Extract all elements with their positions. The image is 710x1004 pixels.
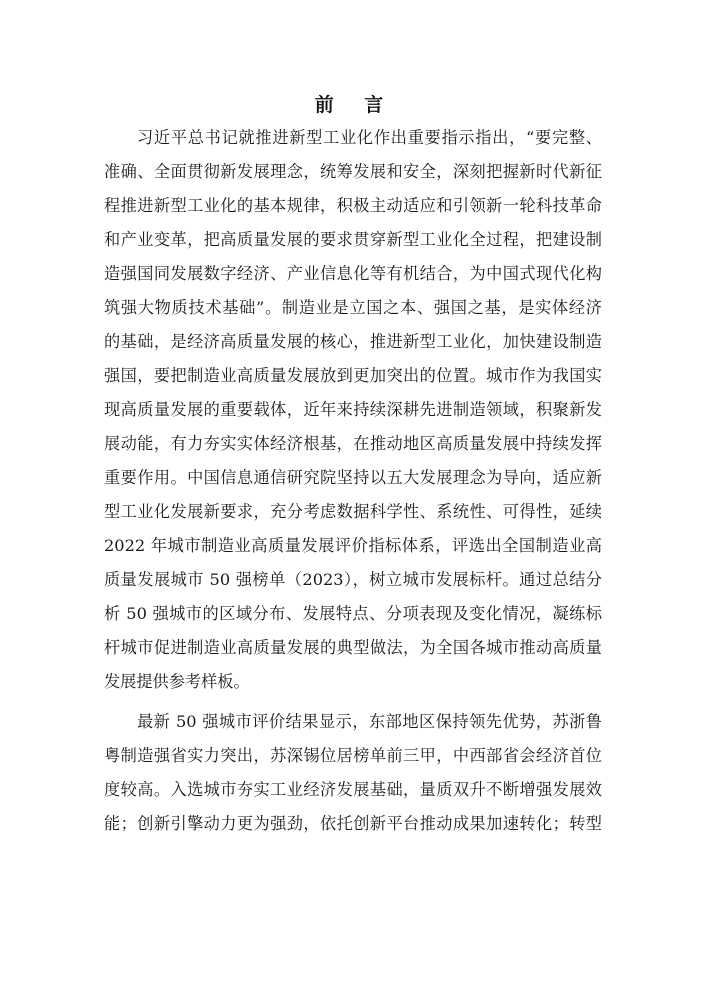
text-line: 度较高。入选城市夯实工业经济发展基础，量质双升不断增强发展效 xyxy=(104,780,602,799)
text-line: 准确、全面贯彻新发展理念，统筹发展和安全，深刻把握新时代新征 xyxy=(104,162,602,181)
text-line: 杆城市促进制造业高质量发展的典型做法，为全国各城市推动高质量 xyxy=(104,638,602,657)
text-line: 型工业化发展新要求，充分考虑数据科学性、系统性、可得性，延续 xyxy=(104,502,602,521)
text-line: 质量发展城市 50 强榜单（2023），树立城市发展标杆。通过总结分 xyxy=(104,570,602,589)
text-line: 粤制造强省实力突出，苏深锡位居榜单前三甲，中西部省会经济首位 xyxy=(104,746,602,765)
text-line: 能；创新引擎动力更为强劲，依托创新平台推动成果加速转化；转型 xyxy=(104,814,602,833)
text-line: 最新 50 强城市评价结果显示，东部地区保持领先优势，苏浙鲁 xyxy=(137,712,602,731)
text-line: 和产业变革，把高质量发展的要求贯穿新型工业化全过程，把建设制 xyxy=(104,230,602,249)
text-line: 现高质量发展的重要载体，近年来持续深耕先进制造领域，积聚新发 xyxy=(104,400,602,419)
text-line: 程推进新型工业化的基本规律，积极主动适应和引领新一轮科技革命 xyxy=(104,196,602,215)
text-line: 的基础，是经济高质量发展的核心，推进新型工业化，加快建设制造 xyxy=(104,332,602,351)
text-line: 筑强大物质技术基础”。制造业是立国之本、强国之基，是实体经济 xyxy=(104,298,602,317)
text-line: 析 50 强城市的区域分布、发展特点、分项表现及变化情况，凝练标 xyxy=(104,604,602,623)
text-line: 造强国同发展数字经济、产业信息化等有机结合，为中国式现代化构 xyxy=(104,264,602,283)
text-line: 发展提供参考样板。 xyxy=(104,672,250,691)
text-line: 强国，要把制造业高质量发展放到更加突出的位置。城市作为我国实 xyxy=(104,366,602,385)
text-line: 重要作用。中国信息通信研究院坚持以五大发展理念为导向，适应新 xyxy=(104,468,602,487)
text-line: 2022 年城市制造业高质量发展评价指标体系，评选出全国制造业高 xyxy=(104,536,602,555)
text-line: 习近平总书记就推进新型工业化作出重要指示指出，“要完整、 xyxy=(137,128,602,147)
page-title: 前 言 xyxy=(314,94,396,116)
text-line: 展动能，有力夯实实体经济根基，在推动地区高质量发展中持续发挥 xyxy=(104,434,602,453)
